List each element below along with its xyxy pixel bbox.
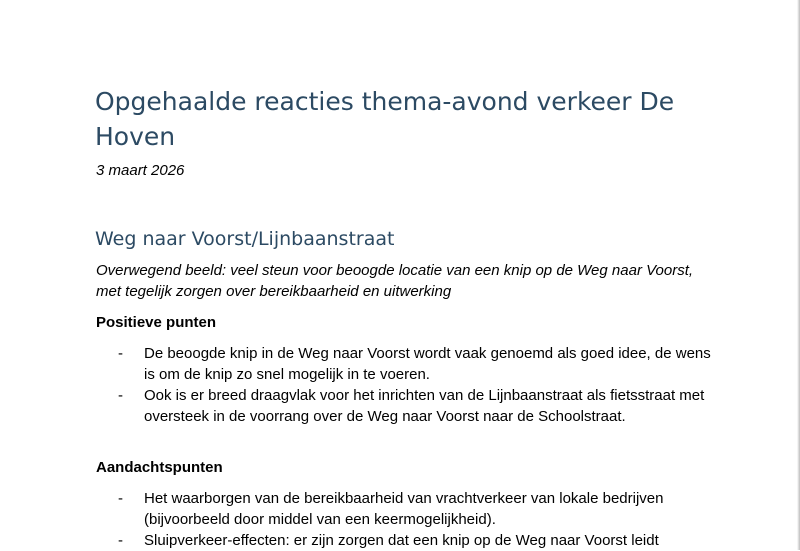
list-item-text: Ook is er breed draagvlak voor het inrichten van de Lijnbaanstraat als fietsstraat met oversteek in de voorrang over de Weg naar Voorst naar de Schoolstraat. bbox=[144, 387, 705, 425]
document-title: Opgehaalde reacties thema-avond verkeer De Hoven bbox=[95, 87, 675, 151]
bullet-dash: - bbox=[118, 532, 123, 549]
positive-points-heading: Positieve punten bbox=[96, 314, 217, 331]
list-item-text: Sluipverkeer-effecten: er zijn zorgen dat een knip op de Weg naar Voorst leidt bbox=[144, 532, 659, 549]
attention-points-list bbox=[118, 488, 718, 551]
attention-points-heading: Aandachtspunten bbox=[96, 459, 223, 476]
list-item-text: Het waarborgen van de bereikbaarheid van vrachtverkeer van lokale bedrijven (bijvoorbeeld door middel van een keermogelijkheid). bbox=[144, 490, 664, 528]
list-item bbox=[118, 343, 718, 385]
section-heading: Weg naar Voorst/Lijnbaanstraat bbox=[95, 228, 395, 250]
positive-points-list bbox=[118, 343, 718, 427]
bullet-dash: - bbox=[118, 345, 123, 362]
list-item bbox=[118, 385, 718, 427]
bullet-dash: - bbox=[118, 387, 123, 404]
section-summary: Overwegend beeld: veel steun voor beoogde locatie van een knip op de Weg naar Voorst, met tegelijk zorgen over bereikbaarheid en uitwerking bbox=[96, 262, 694, 300]
list-item-text: De beoogde knip in de Weg naar Voorst wordt vaak genoemd als goed idee, de wens is om de knip zo snel mogelijk in te voeren. bbox=[144, 345, 711, 383]
list-item bbox=[118, 488, 718, 530]
bullet-dash: - bbox=[118, 490, 123, 507]
list-item bbox=[118, 530, 718, 551]
document-date: 3 maart 2026 bbox=[96, 162, 185, 179]
